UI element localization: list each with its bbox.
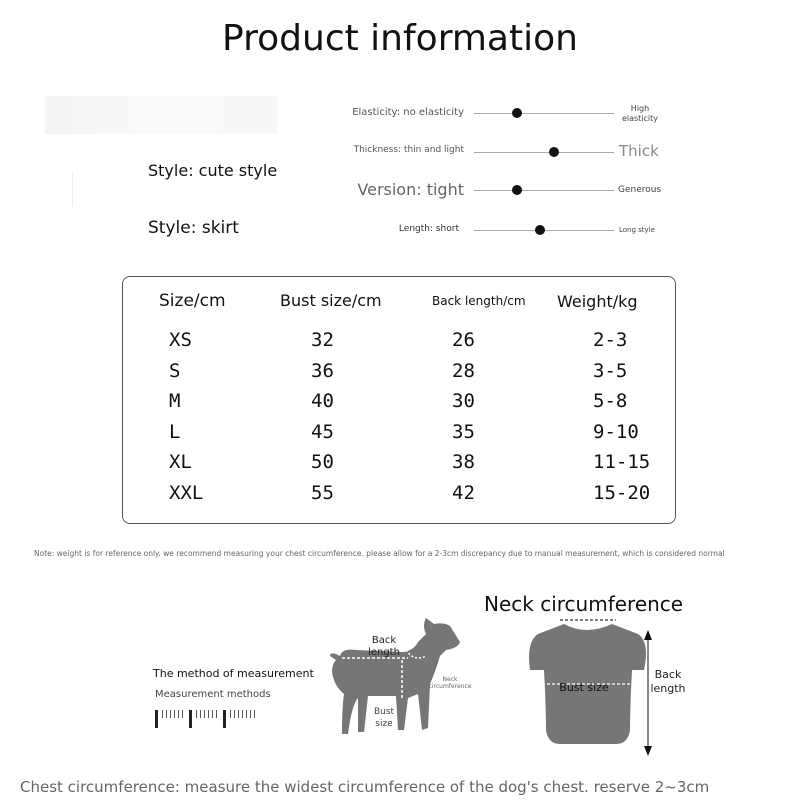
ruler-icon <box>153 706 261 732</box>
cell-back-length: 38 <box>452 451 475 474</box>
cell-size: M <box>169 390 181 413</box>
cell-back-length: 26 <box>452 329 475 351</box>
shirt-back-line2: length <box>650 682 686 695</box>
cell-back-length: 35 <box>452 420 475 443</box>
cell-bust: 55 <box>311 482 334 504</box>
dog-back-length-label <box>362 635 406 659</box>
cell-bust: 50 <box>311 451 334 474</box>
header-bust: Bust size/cm <box>280 291 382 310</box>
cell-bust: 40 <box>311 390 334 413</box>
measurement-note: Note: weight is for reference only. we recommend measuring your chest circumference. please allow for a 2-3cm discrepancy due to manual measurement, which is considered normal <box>34 549 725 558</box>
cell-bust: 36 <box>311 359 334 382</box>
shirt-back-line1: Back <box>654 668 682 681</box>
cell-weight: 5-8 <box>593 390 628 413</box>
cell-size: XS <box>169 329 192 351</box>
cell-back-length: 30 <box>452 390 475 413</box>
cell-weight: 15-20 <box>593 482 651 504</box>
header-weight: Weight/kg <box>557 292 638 311</box>
elasticity-high-line2: elasticity <box>621 114 659 123</box>
measurement-method-title: The method of measurement <box>153 667 314 680</box>
dog-back-line1: Back <box>371 635 397 646</box>
style-label-skirt: Style: skirt <box>148 218 239 238</box>
cell-back-length: 42 <box>452 482 475 504</box>
dog-neck-label <box>424 676 476 690</box>
cell-weight: 3-5 <box>593 359 628 382</box>
header-size: Size/cm <box>159 291 226 311</box>
thickness-label: Thickness: thin and light <box>353 145 464 155</box>
cell-size: S <box>169 359 181 382</box>
cell-weight: 9-10 <box>593 420 639 443</box>
dog-bust-line1: Bust <box>373 707 395 717</box>
cell-size: XL <box>169 451 192 474</box>
dog-bust-line2: size <box>375 719 393 729</box>
cell-weight: 11-15 <box>593 451 651 474</box>
cell-bust: 45 <box>311 420 334 443</box>
version-label: Version: tight <box>357 180 464 199</box>
cell-bust: 32 <box>311 329 334 351</box>
measurement-method-subtitle: Measurement methods <box>155 689 271 700</box>
dog-neck-line2: circumference <box>428 683 472 690</box>
cell-size: XXL <box>169 482 204 504</box>
shirt-bust-label: Bust size <box>559 681 609 694</box>
neck-circumference-title: Neck circumference <box>484 592 684 616</box>
page-title: Product information <box>222 18 578 59</box>
elasticity-high-line1: High <box>630 104 650 113</box>
long-style-label: Long style <box>619 226 655 234</box>
thick-label: Thick <box>619 142 659 160</box>
dog-neck-line1: Neck <box>442 676 458 683</box>
dog-back-line2: length <box>368 647 400 658</box>
header-back-length: Back length/cm <box>432 294 526 308</box>
chest-circumference-instruction: Chest circumference: measure the widest circumference of the dog's chest. reserve 2~3cm <box>20 778 710 796</box>
elasticity-label: Elasticity: no elasticity <box>352 107 464 118</box>
cell-weight: 2-3 <box>593 329 628 351</box>
dog-bust-label <box>368 706 400 730</box>
shirt-back-length-label <box>646 668 690 696</box>
cell-size: L <box>169 420 181 443</box>
generous-label: Generous <box>618 185 662 195</box>
cell-back-length: 28 <box>452 359 475 382</box>
style-label-cute: Style: cute style <box>148 161 278 180</box>
length-label: Length: short <box>398 224 459 234</box>
